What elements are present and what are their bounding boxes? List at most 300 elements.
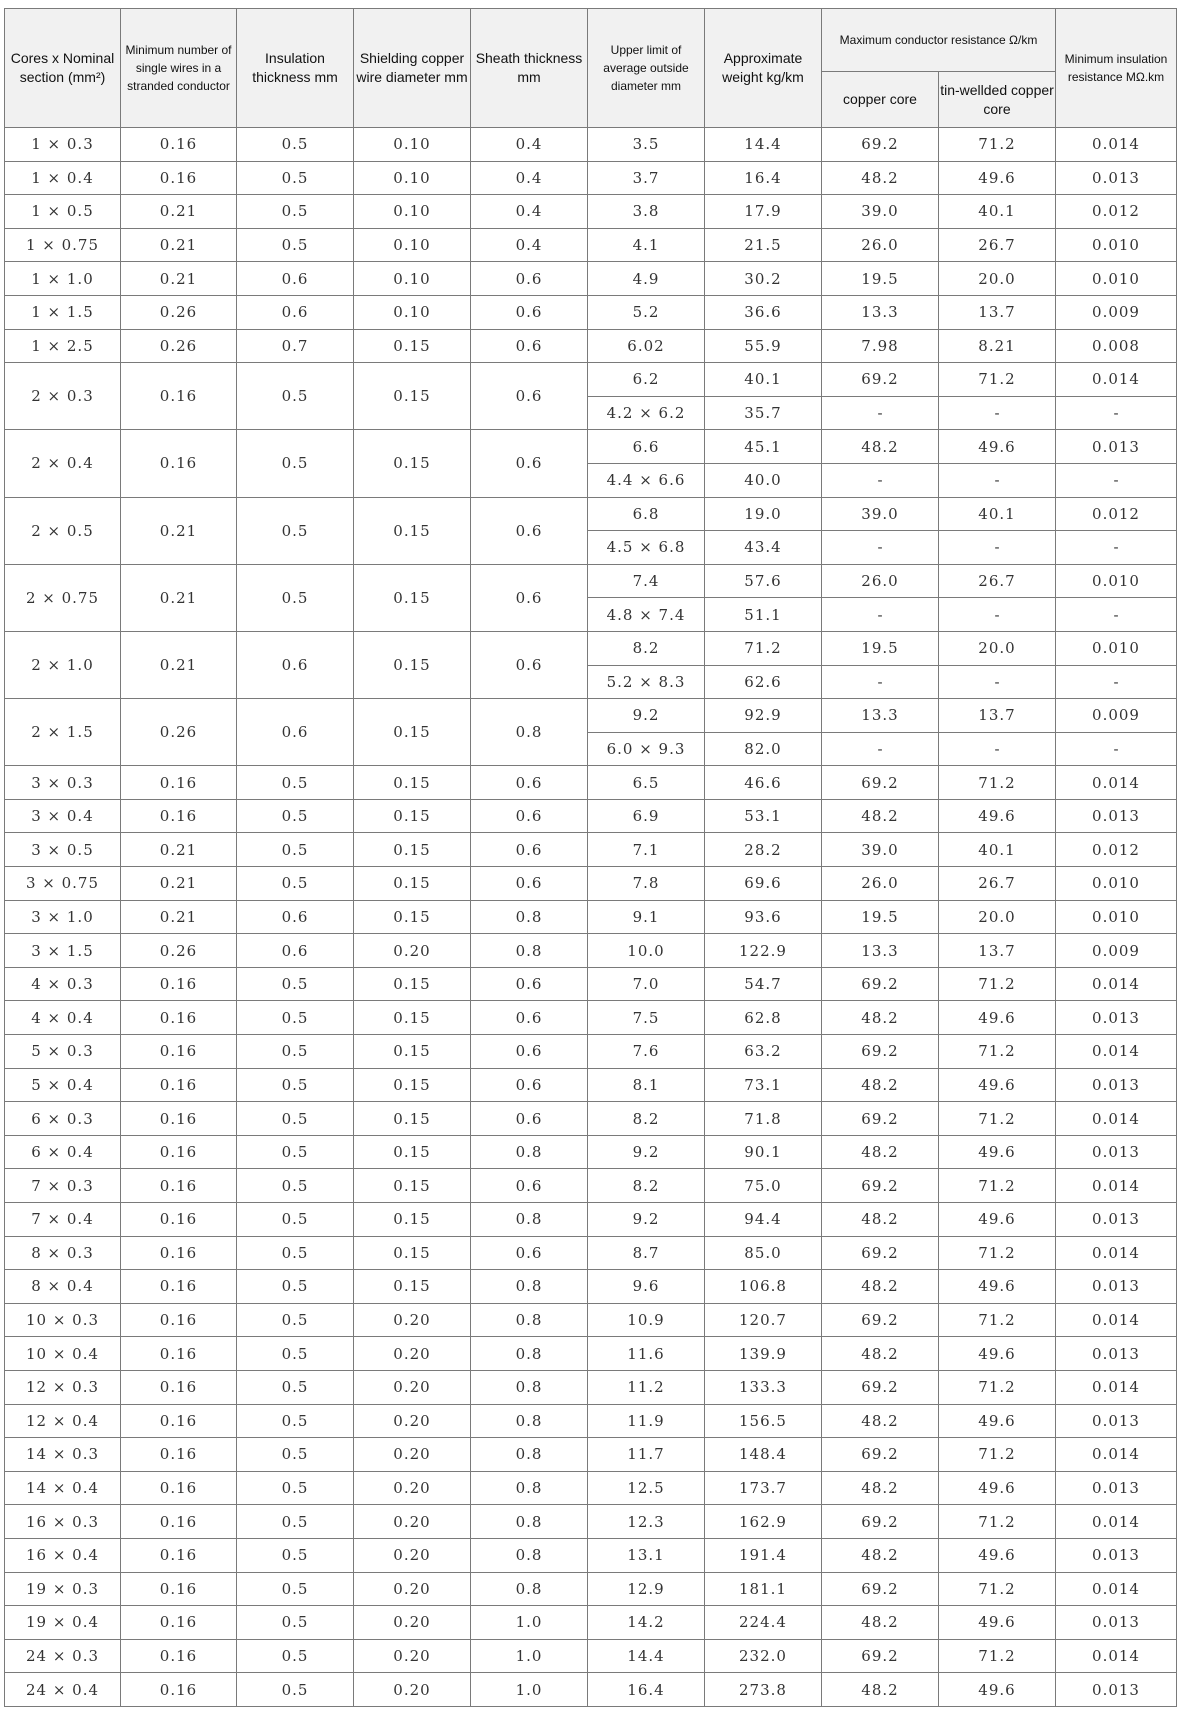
- table-row: [5, 1471, 1177, 1505]
- cell-insulation: 0.5: [237, 1169, 354, 1203]
- cell-min-insulation: 0.012: [1056, 195, 1177, 229]
- cell-cores: 16 × 0.4: [5, 1538, 121, 1572]
- cell-copper-resistance: 48.2: [822, 1606, 939, 1640]
- cell-tin-resistance: 49.6: [939, 1673, 1056, 1707]
- cell-copper-resistance: 48.2: [822, 161, 939, 195]
- cell-weight: 62.6: [705, 665, 822, 699]
- table-row: [5, 1001, 1177, 1035]
- cell-tin-resistance: -: [939, 732, 1056, 766]
- table-row: [5, 1538, 1177, 1572]
- cell-weight: 148.4: [705, 1438, 822, 1472]
- cell-weight: 30.2: [705, 262, 822, 296]
- table-row: [5, 867, 1177, 901]
- cell-min-wires: 0.21: [121, 867, 237, 901]
- cell-copper-resistance: 13.3: [822, 699, 939, 733]
- cell-outside-diameter: 3.8: [588, 195, 705, 229]
- cell-min-insulation: 0.014: [1056, 1169, 1177, 1203]
- cell-shield: 0.15: [354, 699, 471, 766]
- header-min-insulation: Minimum insulation resistance MΩ.km: [1056, 9, 1177, 128]
- cell-min-insulation: 0.013: [1056, 1203, 1177, 1237]
- cell-insulation: 0.5: [237, 1538, 354, 1572]
- cell-min-wires: 0.16: [121, 1001, 237, 1035]
- cell-weight: 82.0: [705, 732, 822, 766]
- spec-table-container: [4, 8, 1176, 1707]
- cell-shield: 0.15: [354, 564, 471, 631]
- cell-weight: 162.9: [705, 1505, 822, 1539]
- cell-outside-diameter: 8.2: [588, 1169, 705, 1203]
- table-row: [5, 934, 1177, 968]
- cell-copper-resistance: 69.2: [822, 1169, 939, 1203]
- table-row: [5, 1203, 1177, 1237]
- cell-copper-resistance: 69.2: [822, 1639, 939, 1673]
- cell-tin-resistance: 71.2: [939, 1438, 1056, 1472]
- cell-tin-resistance: -: [939, 396, 1056, 430]
- cell-min-insulation: 0.014: [1056, 766, 1177, 800]
- cell-sheath: 0.8: [471, 1303, 588, 1337]
- cell-cores: 1 × 0.5: [5, 195, 121, 229]
- cell-sheath: 0.6: [471, 833, 588, 867]
- cell-outside-diameter: 12.5: [588, 1471, 705, 1505]
- cell-outside-diameter: 5.2 × 8.3: [588, 665, 705, 699]
- cell-min-insulation: 0.014: [1056, 1370, 1177, 1404]
- cell-weight: 51.1: [705, 598, 822, 632]
- cell-min-wires: 0.16: [121, 430, 237, 497]
- cell-outside-diameter: 4.8 × 7.4: [588, 598, 705, 632]
- cell-weight: 120.7: [705, 1303, 822, 1337]
- cell-insulation: 0.5: [237, 1236, 354, 1270]
- cell-cores: 3 × 1.0: [5, 900, 121, 934]
- cell-cores: 19 × 0.3: [5, 1572, 121, 1606]
- cell-tin-resistance: 13.7: [939, 295, 1056, 329]
- cell-sheath: 0.8: [471, 699, 588, 766]
- cell-sheath: 0.4: [471, 161, 588, 195]
- cell-shield: 0.15: [354, 867, 471, 901]
- cell-weight: 46.6: [705, 766, 822, 800]
- cell-sheath: 0.8: [471, 1538, 588, 1572]
- cell-tin-resistance: 71.2: [939, 1236, 1056, 1270]
- table-row: [5, 1169, 1177, 1203]
- cell-insulation: 0.5: [237, 1404, 354, 1438]
- cell-tin-resistance: 49.6: [939, 1337, 1056, 1371]
- cell-tin-resistance: 49.6: [939, 430, 1056, 464]
- cell-tin-resistance: 71.2: [939, 1639, 1056, 1673]
- cell-cores: 1 × 0.3: [5, 128, 121, 162]
- cell-min-insulation: 0.014: [1056, 128, 1177, 162]
- cell-outside-diameter: 14.4: [588, 1639, 705, 1673]
- cell-tin-resistance: 26.7: [939, 564, 1056, 598]
- cell-min-insulation: 0.013: [1056, 1068, 1177, 1102]
- cell-weight: 156.5: [705, 1404, 822, 1438]
- cell-tin-resistance: 71.2: [939, 363, 1056, 397]
- cell-min-insulation: 0.013: [1056, 1001, 1177, 1035]
- cell-min-wires: 0.26: [121, 934, 237, 968]
- cell-min-wires: 0.16: [121, 161, 237, 195]
- cell-min-wires: 0.16: [121, 1639, 237, 1673]
- cell-tin-resistance: 49.6: [939, 1538, 1056, 1572]
- cell-insulation: 0.5: [237, 766, 354, 800]
- cell-insulation: 0.5: [237, 1673, 354, 1707]
- cell-outside-diameter: 11.2: [588, 1370, 705, 1404]
- cell-copper-resistance: 69.2: [822, 766, 939, 800]
- cell-sheath: 0.6: [471, 1001, 588, 1035]
- cell-insulation: 0.5: [237, 195, 354, 229]
- cell-outside-diameter: 9.6: [588, 1270, 705, 1304]
- cell-tin-resistance: 71.2: [939, 1370, 1056, 1404]
- cell-cores: 2 × 0.5: [5, 497, 121, 564]
- cell-copper-resistance: 48.2: [822, 430, 939, 464]
- cell-shield: 0.15: [354, 1102, 471, 1136]
- cell-cores: 1 × 1.0: [5, 262, 121, 296]
- cell-min-insulation: 0.010: [1056, 564, 1177, 598]
- cell-cores: 14 × 0.4: [5, 1471, 121, 1505]
- cell-weight: 54.7: [705, 967, 822, 1001]
- cell-outside-diameter: 6.5: [588, 766, 705, 800]
- cell-shield: 0.10: [354, 128, 471, 162]
- cell-outside-diameter: 6.02: [588, 329, 705, 363]
- cell-shield: 0.20: [354, 1639, 471, 1673]
- cell-sheath: 0.6: [471, 631, 588, 698]
- cell-sheath: 0.8: [471, 1370, 588, 1404]
- cell-min-insulation: -: [1056, 396, 1177, 430]
- cell-cores: 2 × 1.5: [5, 699, 121, 766]
- cell-cores: 1 × 1.5: [5, 295, 121, 329]
- cell-min-wires: 0.21: [121, 564, 237, 631]
- cell-tin-resistance: 71.2: [939, 1572, 1056, 1606]
- cell-outside-diameter: 7.0: [588, 967, 705, 1001]
- cell-copper-resistance: 69.2: [822, 363, 939, 397]
- table-row: [5, 295, 1177, 329]
- table-header: [5, 9, 1177, 128]
- cell-min-wires: 0.16: [121, 1135, 237, 1169]
- cell-copper-resistance: -: [822, 396, 939, 430]
- cell-min-insulation: 0.010: [1056, 228, 1177, 262]
- cell-min-insulation: -: [1056, 732, 1177, 766]
- cell-shield: 0.15: [354, 430, 471, 497]
- cell-min-wires: 0.16: [121, 1236, 237, 1270]
- cell-copper-resistance: 69.2: [822, 1370, 939, 1404]
- cell-min-wires: 0.16: [121, 363, 237, 430]
- cell-min-wires: 0.16: [121, 1572, 237, 1606]
- cell-tin-resistance: 71.2: [939, 1035, 1056, 1069]
- cell-shield: 0.20: [354, 1303, 471, 1337]
- cell-tin-resistance: 20.0: [939, 631, 1056, 665]
- cell-cores: 12 × 0.4: [5, 1404, 121, 1438]
- cell-min-insulation: 0.010: [1056, 262, 1177, 296]
- cell-outside-diameter: 5.2: [588, 295, 705, 329]
- cell-outside-diameter: 9.2: [588, 1135, 705, 1169]
- cell-insulation: 0.5: [237, 1270, 354, 1304]
- cell-weight: 73.1: [705, 1068, 822, 1102]
- cell-insulation: 0.5: [237, 128, 354, 162]
- cell-cores: 2 × 0.3: [5, 363, 121, 430]
- cell-cores: 5 × 0.4: [5, 1068, 121, 1102]
- cell-cores: 3 × 0.5: [5, 833, 121, 867]
- cell-min-insulation: 0.014: [1056, 1303, 1177, 1337]
- cell-shield: 0.15: [354, 1135, 471, 1169]
- cell-shield: 0.15: [354, 329, 471, 363]
- header-min-wires: Minimum number of single wires in a stranded conductor: [121, 9, 237, 128]
- cell-weight: 36.6: [705, 295, 822, 329]
- cell-tin-resistance: 71.2: [939, 128, 1056, 162]
- cell-shield: 0.20: [354, 1572, 471, 1606]
- cell-shield: 0.15: [354, 363, 471, 430]
- cell-cores: 2 × 0.75: [5, 564, 121, 631]
- cell-outside-diameter: 3.7: [588, 161, 705, 195]
- cell-outside-diameter: 8.2: [588, 1102, 705, 1136]
- cell-min-wires: 0.21: [121, 631, 237, 698]
- cell-sheath: 0.6: [471, 262, 588, 296]
- cell-weight: 14.4: [705, 128, 822, 162]
- cell-min-insulation: 0.014: [1056, 1236, 1177, 1270]
- cell-min-insulation: 0.013: [1056, 1606, 1177, 1640]
- header-weight: Approximate weight kg/km: [705, 9, 822, 128]
- cell-shield: 0.20: [354, 1404, 471, 1438]
- cell-shield: 0.15: [354, 631, 471, 698]
- cell-min-insulation: 0.009: [1056, 699, 1177, 733]
- cell-weight: 16.4: [705, 161, 822, 195]
- cell-outside-diameter: 11.9: [588, 1404, 705, 1438]
- cell-cores: 24 × 0.3: [5, 1639, 121, 1673]
- cell-copper-resistance: 69.2: [822, 967, 939, 1001]
- cell-copper-resistance: 48.2: [822, 1471, 939, 1505]
- cell-insulation: 0.5: [237, 430, 354, 497]
- cell-cores: 8 × 0.4: [5, 1270, 121, 1304]
- cell-min-insulation: 0.010: [1056, 867, 1177, 901]
- table-row: [5, 1673, 1177, 1707]
- cell-weight: 21.5: [705, 228, 822, 262]
- cell-weight: 133.3: [705, 1370, 822, 1404]
- cell-min-wires: 0.16: [121, 967, 237, 1001]
- cell-cores: 5 × 0.3: [5, 1035, 121, 1069]
- cell-outside-diameter: 7.1: [588, 833, 705, 867]
- cell-min-insulation: 0.010: [1056, 631, 1177, 665]
- cell-copper-resistance: 7.98: [822, 329, 939, 363]
- cell-min-insulation: 0.013: [1056, 430, 1177, 464]
- cell-shield: 0.10: [354, 195, 471, 229]
- cell-tin-resistance: 20.0: [939, 900, 1056, 934]
- cable-spec-table: [4, 8, 1177, 1707]
- cell-weight: 71.2: [705, 631, 822, 665]
- cell-copper-resistance: 48.2: [822, 1135, 939, 1169]
- cell-cores: 1 × 0.75: [5, 228, 121, 262]
- cell-cores: 7 × 0.4: [5, 1203, 121, 1237]
- cell-weight: 106.8: [705, 1270, 822, 1304]
- cell-copper-resistance: 48.2: [822, 1538, 939, 1572]
- cell-copper-resistance: 39.0: [822, 833, 939, 867]
- cell-copper-resistance: 26.0: [822, 564, 939, 598]
- cell-sheath: 1.0: [471, 1606, 588, 1640]
- table-row: [5, 1035, 1177, 1069]
- cell-tin-resistance: -: [939, 598, 1056, 632]
- cell-min-wires: 0.16: [121, 1169, 237, 1203]
- cell-sheath: 0.6: [471, 867, 588, 901]
- cell-min-insulation: 0.014: [1056, 1102, 1177, 1136]
- cell-shield: 0.20: [354, 1337, 471, 1371]
- table-row: [5, 497, 1177, 531]
- cell-insulation: 0.6: [237, 631, 354, 698]
- cell-tin-resistance: 71.2: [939, 1303, 1056, 1337]
- cell-outside-diameter: 10.9: [588, 1303, 705, 1337]
- cell-copper-resistance: -: [822, 531, 939, 565]
- cell-copper-resistance: 69.2: [822, 1572, 939, 1606]
- cell-weight: 85.0: [705, 1236, 822, 1270]
- table-row: [5, 128, 1177, 162]
- cell-sheath: 0.6: [471, 1102, 588, 1136]
- cell-copper-resistance: 19.5: [822, 900, 939, 934]
- cell-outside-diameter: 7.6: [588, 1035, 705, 1069]
- cell-shield: 0.15: [354, 1035, 471, 1069]
- cell-outside-diameter: 4.5 × 6.8: [588, 531, 705, 565]
- cell-sheath: 0.6: [471, 363, 588, 430]
- table-row: [5, 195, 1177, 229]
- cell-shield: 0.15: [354, 497, 471, 564]
- cell-min-wires: 0.16: [121, 1303, 237, 1337]
- header-outside-diameter: Upper limit of average outside diameter mm: [588, 9, 705, 128]
- cell-sheath: 0.8: [471, 1505, 588, 1539]
- cell-tin-resistance: 71.2: [939, 766, 1056, 800]
- cell-shield: 0.20: [354, 1538, 471, 1572]
- cell-copper-resistance: 26.0: [822, 228, 939, 262]
- cell-sheath: 0.6: [471, 1035, 588, 1069]
- cell-copper-resistance: 69.2: [822, 1303, 939, 1337]
- cell-insulation: 0.5: [237, 967, 354, 1001]
- cell-outside-diameter: 6.9: [588, 799, 705, 833]
- cell-min-insulation: 0.014: [1056, 1438, 1177, 1472]
- cell-shield: 0.15: [354, 766, 471, 800]
- cell-min-wires: 0.16: [121, 1505, 237, 1539]
- cell-shield: 0.20: [354, 1471, 471, 1505]
- cell-sheath: 0.4: [471, 195, 588, 229]
- table-row: [5, 1102, 1177, 1136]
- cell-cores: 3 × 0.4: [5, 799, 121, 833]
- cell-tin-resistance: 49.6: [939, 1001, 1056, 1035]
- cell-outside-diameter: 10.0: [588, 934, 705, 968]
- cell-min-insulation: 0.014: [1056, 1035, 1177, 1069]
- cell-sheath: 0.8: [471, 1203, 588, 1237]
- cell-sheath: 0.6: [471, 1169, 588, 1203]
- cell-insulation: 0.5: [237, 1337, 354, 1371]
- header-sheath: Sheath thickness mm: [471, 9, 588, 128]
- cell-sheath: 0.6: [471, 295, 588, 329]
- cell-outside-diameter: 7.4: [588, 564, 705, 598]
- cell-outside-diameter: 8.2: [588, 631, 705, 665]
- cell-shield: 0.20: [354, 1673, 471, 1707]
- cell-insulation: 0.5: [237, 1135, 354, 1169]
- cell-insulation: 0.5: [237, 1606, 354, 1640]
- cell-outside-diameter: 6.6: [588, 430, 705, 464]
- cell-cores: 4 × 0.4: [5, 1001, 121, 1035]
- cell-copper-resistance: -: [822, 598, 939, 632]
- cell-sheath: 0.4: [471, 228, 588, 262]
- cell-outside-diameter: 16.4: [588, 1673, 705, 1707]
- cell-shield: 0.10: [354, 161, 471, 195]
- cell-min-insulation: 0.014: [1056, 967, 1177, 1001]
- cell-outside-diameter: 14.2: [588, 1606, 705, 1640]
- cell-weight: 232.0: [705, 1639, 822, 1673]
- cell-insulation: 0.5: [237, 1639, 354, 1673]
- cell-sheath: 0.8: [471, 900, 588, 934]
- cell-tin-resistance: -: [939, 531, 1056, 565]
- cell-cores: 10 × 0.3: [5, 1303, 121, 1337]
- cell-cores: 12 × 0.3: [5, 1370, 121, 1404]
- cell-sheath: 1.0: [471, 1673, 588, 1707]
- cell-weight: 57.6: [705, 564, 822, 598]
- table-row: [5, 1135, 1177, 1169]
- cell-shield: 0.15: [354, 900, 471, 934]
- cell-shield: 0.15: [354, 1236, 471, 1270]
- cell-weight: 122.9: [705, 934, 822, 968]
- table-row: [5, 1236, 1177, 1270]
- table-row: [5, 161, 1177, 195]
- cell-min-wires: 0.21: [121, 497, 237, 564]
- cell-cores: 6 × 0.3: [5, 1102, 121, 1136]
- cell-cores: 6 × 0.4: [5, 1135, 121, 1169]
- cell-min-wires: 0.26: [121, 329, 237, 363]
- cell-min-wires: 0.21: [121, 833, 237, 867]
- cell-insulation: 0.5: [237, 228, 354, 262]
- cell-outside-diameter: 7.5: [588, 1001, 705, 1035]
- cell-tin-resistance: 49.6: [939, 1135, 1056, 1169]
- cell-sheath: 0.8: [471, 934, 588, 968]
- cell-tin-resistance: 49.6: [939, 1404, 1056, 1438]
- cell-min-wires: 0.16: [121, 1337, 237, 1371]
- cell-shield: 0.15: [354, 967, 471, 1001]
- cell-outside-diameter: 4.1: [588, 228, 705, 262]
- cell-sheath: 1.0: [471, 1639, 588, 1673]
- cell-shield: 0.15: [354, 833, 471, 867]
- cell-copper-resistance: 48.2: [822, 1337, 939, 1371]
- table-row: [5, 262, 1177, 296]
- cell-sheath: 0.8: [471, 1471, 588, 1505]
- cell-tin-resistance: 49.6: [939, 1471, 1056, 1505]
- cell-min-wires: 0.26: [121, 295, 237, 329]
- cell-tin-resistance: 49.6: [939, 1270, 1056, 1304]
- cell-copper-resistance: 69.2: [822, 1505, 939, 1539]
- cell-copper-resistance: 26.0: [822, 867, 939, 901]
- cell-cores: 14 × 0.3: [5, 1438, 121, 1472]
- cell-min-insulation: 0.009: [1056, 934, 1177, 968]
- cell-copper-resistance: 19.5: [822, 262, 939, 296]
- cell-tin-resistance: 13.7: [939, 934, 1056, 968]
- cell-cores: 19 × 0.4: [5, 1606, 121, 1640]
- cell-min-wires: 0.21: [121, 900, 237, 934]
- cell-shield: 0.15: [354, 1068, 471, 1102]
- cell-tin-resistance: -: [939, 665, 1056, 699]
- table-row: [5, 766, 1177, 800]
- cell-cores: 2 × 0.4: [5, 430, 121, 497]
- cell-weight: 71.8: [705, 1102, 822, 1136]
- table-row: [5, 363, 1177, 397]
- cell-min-insulation: 0.013: [1056, 161, 1177, 195]
- cell-copper-resistance: 39.0: [822, 195, 939, 229]
- cell-tin-resistance: 40.1: [939, 497, 1056, 531]
- cell-insulation: 0.5: [237, 1303, 354, 1337]
- cell-cores: 7 × 0.3: [5, 1169, 121, 1203]
- cell-shield: 0.20: [354, 1505, 471, 1539]
- cell-outside-diameter: 11.7: [588, 1438, 705, 1472]
- cell-tin-resistance: 40.1: [939, 195, 1056, 229]
- cell-sheath: 0.6: [471, 564, 588, 631]
- cell-insulation: 0.5: [237, 1203, 354, 1237]
- cell-outside-diameter: 8.7: [588, 1236, 705, 1270]
- table-row: [5, 833, 1177, 867]
- cell-min-wires: 0.16: [121, 1471, 237, 1505]
- cell-tin-resistance: 26.7: [939, 228, 1056, 262]
- cell-sheath: 0.4: [471, 128, 588, 162]
- cell-cores: 24 × 0.4: [5, 1673, 121, 1707]
- cell-tin-resistance: 20.0: [939, 262, 1056, 296]
- table-row: [5, 1068, 1177, 1102]
